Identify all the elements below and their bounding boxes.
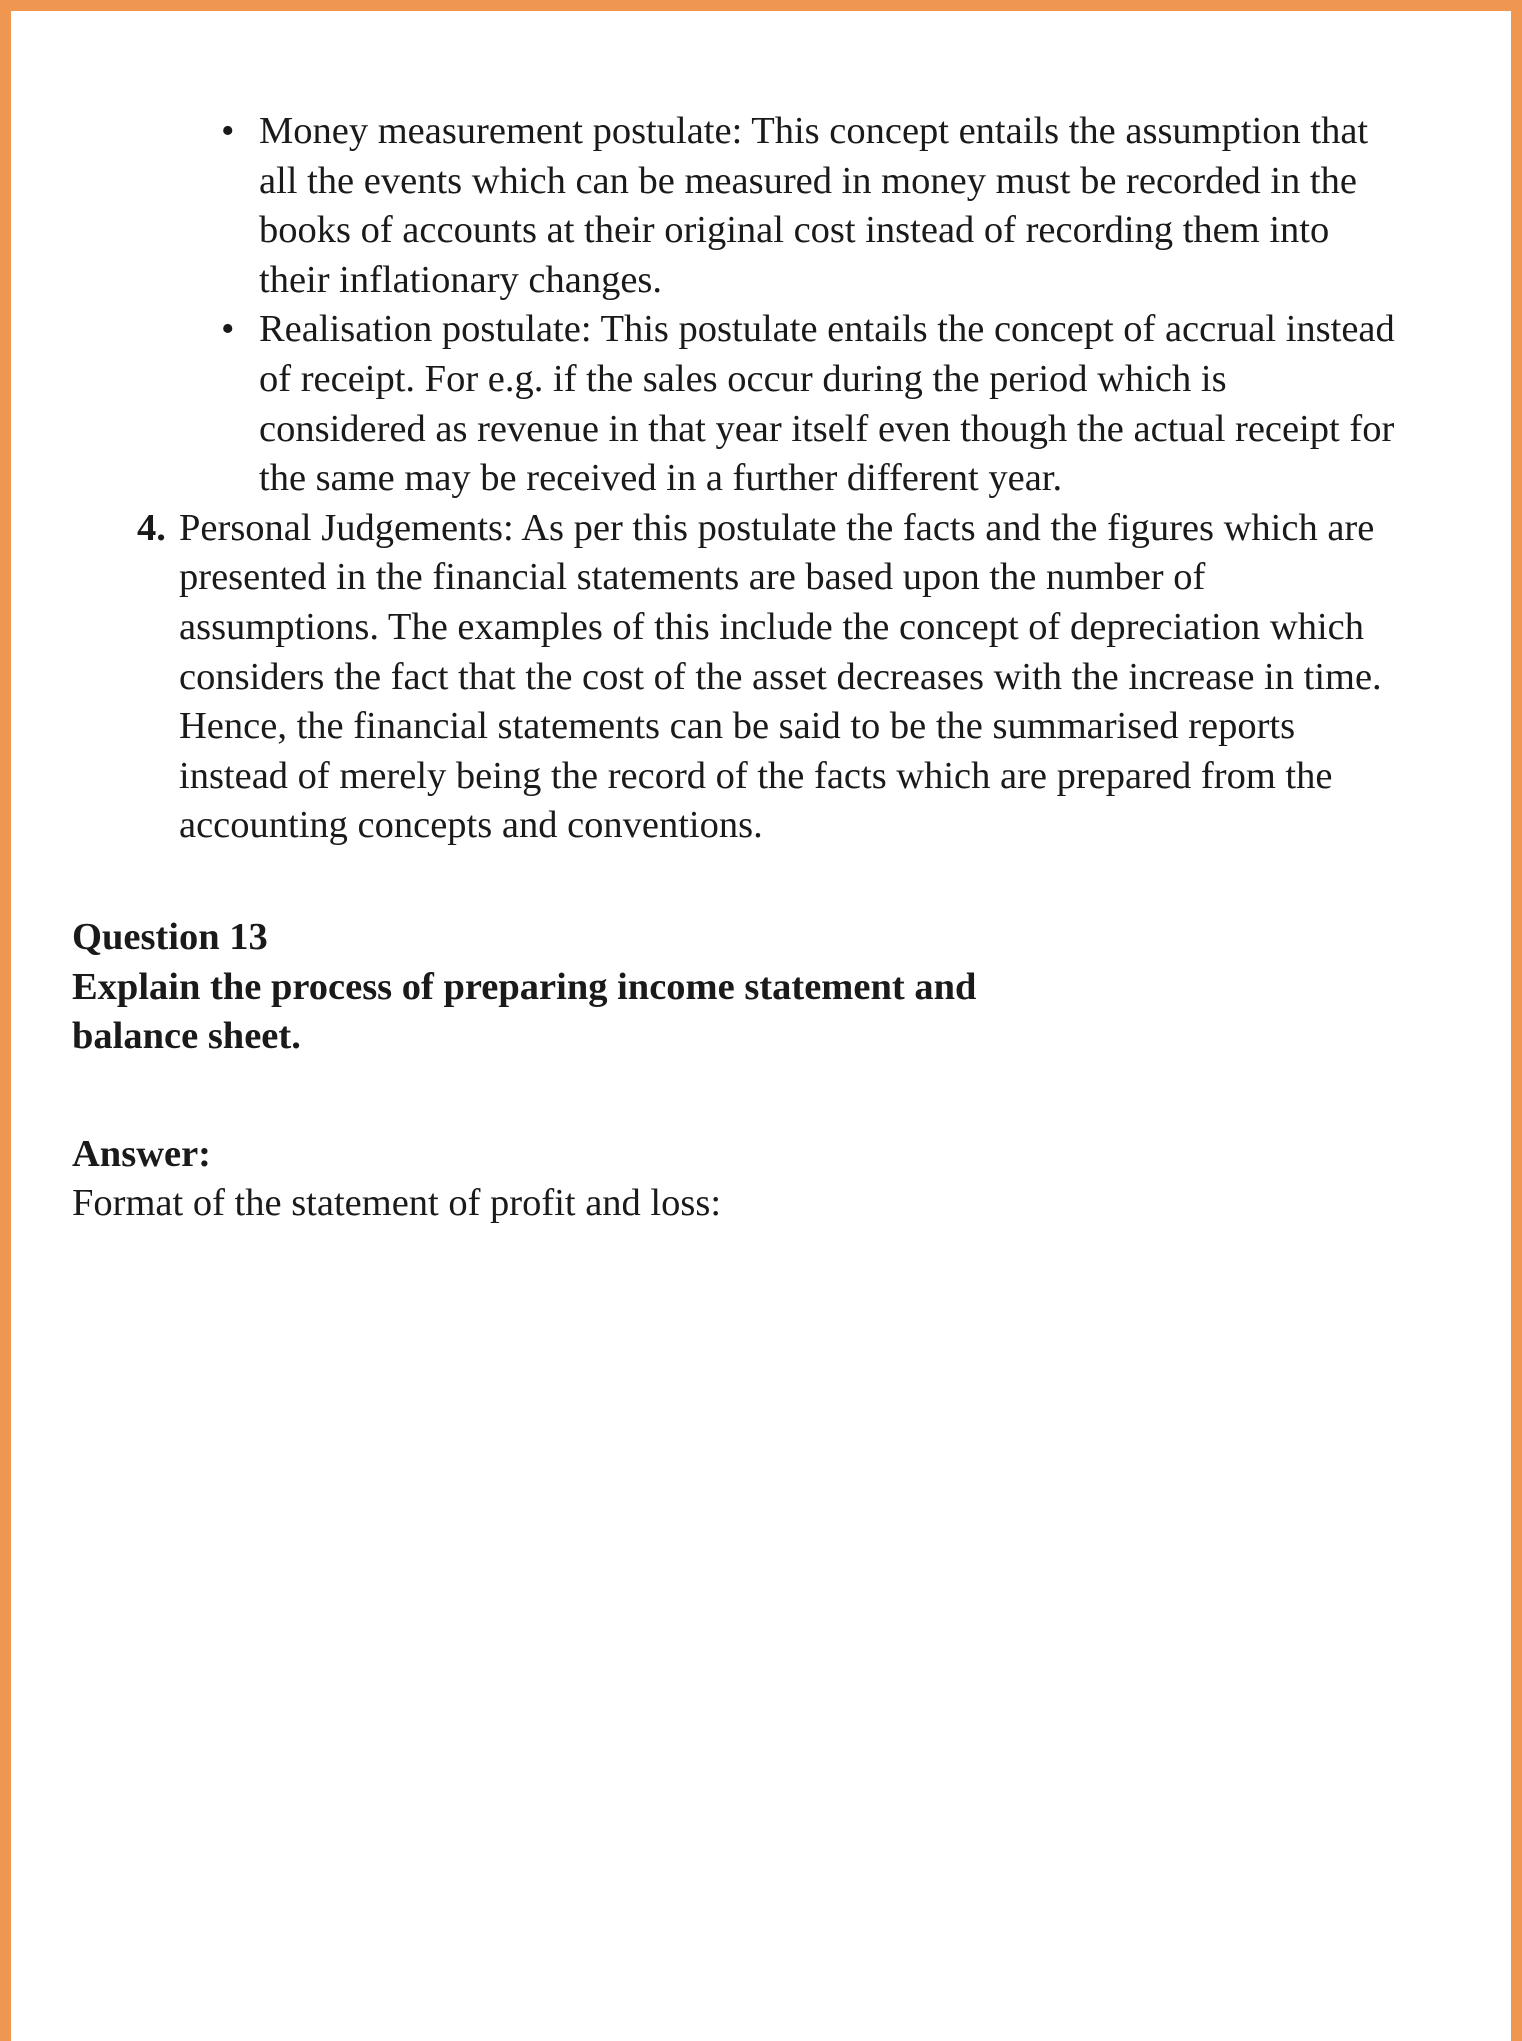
question-label: Question 13 <box>72 915 268 958</box>
list-item <box>69 504 1455 851</box>
list-item-number: 4. <box>137 506 166 549</box>
numbered-list <box>69 504 1455 851</box>
postulate-bullet-list <box>69 11 1455 504</box>
page-content-area <box>11 11 1511 2041</box>
list-item-text: Money measurement postulate: This concept entails the assumption that all the events which can be measured in money must be recorded in the books of accounts at their original cost instead of recording them into their inflationary changes. <box>259 110 1369 301</box>
answer-block <box>69 1130 1455 1229</box>
list-item <box>69 305 1455 503</box>
bullet-point-icon: • <box>221 308 235 351</box>
answer-text: Format of the statement of profit and loss: <box>72 1182 722 1225</box>
list-item-text: Personal Judgements: As per this postulate the facts and the figures which are presented in the financial statements are based upon the number of assumptions. The examples of this include the concept of depreciation which considers the fact that the cost of the asset decreases with the increase in time. Hence, the financial statements can be said to be the summarised reports instead of merely being the record of the facts which are prepared from the accounting concepts and conventions. <box>179 506 1382 847</box>
bullet-point-icon: • <box>221 110 235 152</box>
list-item <box>69 107 1455 305</box>
question-text: Explain the process of preparing income statement and balance sheet. <box>72 965 977 1058</box>
question-block <box>69 913 1455 1062</box>
list-item-text: Realisation postulate: This postulate entails the concept of accrual instead of receipt. For e.g. if the sales occur during the period which is considered as revenue in that year itself even though the actual receipt for the same may be received in a further different year. <box>259 308 1395 500</box>
answer-label: Answer: <box>72 1132 211 1175</box>
